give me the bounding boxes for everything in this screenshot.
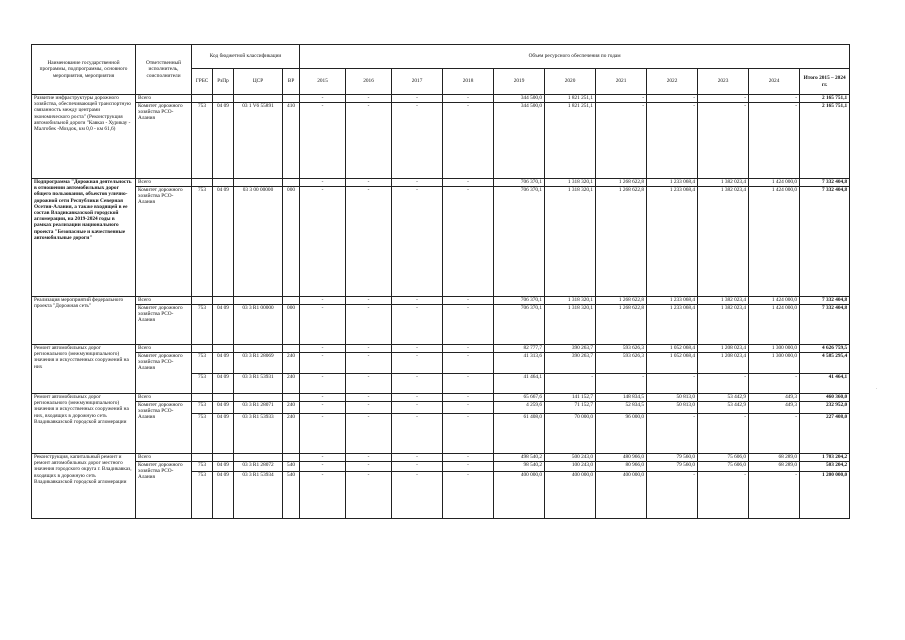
vr-cell	[283, 454, 300, 462]
year-value-cell: 480 966,0	[596, 454, 647, 462]
year-value-cell: -	[346, 103, 392, 179]
year-value-cell: 61 408,0	[494, 414, 545, 454]
year-value-cell: 1 208 023,4	[698, 353, 749, 374]
year-value-cell: -	[443, 394, 494, 402]
responsible-cell: Комитет дорожного хозяйства РСО-Алания	[136, 305, 192, 345]
year-value-cell: -	[300, 462, 346, 472]
year-value-cell: -	[300, 345, 346, 353]
total-value-cell: 460 360,0	[800, 394, 850, 402]
year-value-cell: -	[300, 103, 346, 179]
year-value-cell: -	[443, 374, 494, 394]
csr-cell: 03 3 R1 53934	[234, 472, 283, 519]
year-value-cell: 79 560,0	[647, 454, 698, 462]
year-value-cell: -	[698, 472, 749, 519]
grbs-cell: 753	[192, 414, 213, 454]
year-value-cell: 500 243,0	[545, 454, 596, 462]
year-value-cell: -	[346, 374, 392, 394]
csr-cell: 03 3 00 00000	[234, 187, 283, 297]
row-name-cell: Реконструкция, капитальный ремонт и ремонт автомобильных дорог местного значения городского округа г. Владикавказ, входящих в дорожную сеть Владикавказской городской агломерации	[32, 454, 136, 519]
year-value-cell: 1 268 622,8	[596, 187, 647, 297]
year-value-cell: 148 834,5	[596, 394, 647, 402]
total-value-cell: 7 332 404,8	[800, 179, 850, 187]
year-value-cell: -	[346, 179, 392, 187]
csr-cell	[234, 454, 283, 462]
year-value-cell: 50 813,0	[647, 394, 698, 402]
year-value-cell: 68 289,0	[749, 462, 800, 472]
csr-cell	[234, 95, 283, 103]
year-value-cell: 1 300 000,0	[749, 353, 800, 374]
year-value-cell: 706 370,1	[494, 297, 545, 305]
header-year: 2023	[698, 69, 749, 95]
grbs-cell: 753	[192, 374, 213, 394]
header-vr: ВР	[283, 69, 300, 95]
row-label-cell: Всего	[136, 179, 192, 187]
year-value-cell: -	[698, 414, 749, 454]
year-value-cell: 1 052 068,4	[647, 345, 698, 353]
table-row	[32, 297, 850, 305]
budget-table	[31, 44, 850, 519]
year-value-cell: -	[346, 472, 392, 519]
year-value-cell: -	[647, 374, 698, 394]
header-year: 2016	[346, 69, 392, 95]
responsible-cell: Комитет дорожного хозяйства РСО-Алания	[136, 353, 192, 394]
year-value-cell: 1 318 320,1	[545, 187, 596, 297]
year-value-cell: 1 424 000,0	[749, 297, 800, 305]
header-year: 2020	[545, 69, 596, 95]
vr-cell: 240	[283, 414, 300, 454]
rzpr-cell: 04 09	[213, 402, 234, 414]
year-value-cell: 80 966,0	[596, 462, 647, 472]
year-value-cell: -	[346, 297, 392, 305]
year-value-cell: -	[300, 353, 346, 374]
csr-cell: 03 3 R1 53931	[234, 374, 283, 394]
responsible-cell: Комитет дорожного хозяйства РСО-Алания	[136, 462, 192, 519]
vr-cell: 240	[283, 353, 300, 374]
year-value-cell: 79 560,0	[647, 462, 698, 472]
vr-cell: 540	[283, 472, 300, 519]
header-budget-code: Код бюджетной классификации	[192, 45, 300, 69]
table-row	[32, 95, 850, 103]
year-value-cell: 1 821 251,1	[545, 95, 596, 103]
grbs-cell: 753	[192, 353, 213, 374]
total-value-cell: 1 703 204,2	[800, 454, 850, 462]
header-csr: ЦСР	[234, 69, 283, 95]
year-value-cell: 53 442,9	[698, 394, 749, 402]
year-value-cell: 70 000,0	[545, 414, 596, 454]
grbs-cell: 753	[192, 472, 213, 519]
csr-cell: 03 3 R1 53933	[234, 414, 283, 454]
vr-cell	[283, 394, 300, 402]
row-name-cell: Ремонт автомобильных дорог регионального (межмуниципального) значения и искусственных сооружений на них, входящих в дорожную сеть Владикавказской городской агломерации	[32, 394, 136, 454]
table-row	[32, 394, 850, 402]
header-grbs: ГРБС	[192, 69, 213, 95]
year-value-cell: 50 813,0	[647, 402, 698, 414]
year-value-cell: -	[443, 414, 494, 454]
year-value-cell: 390 263,7	[545, 345, 596, 353]
year-value-cell: 75 606,0	[698, 454, 749, 462]
vr-cell	[283, 179, 300, 187]
year-value-cell: -	[749, 472, 800, 519]
year-value-cell: -	[647, 472, 698, 519]
year-value-cell: -	[346, 187, 392, 297]
year-value-cell: 1 268 622,8	[596, 297, 647, 305]
year-value-cell: -	[392, 345, 443, 353]
vr-cell	[283, 297, 300, 305]
year-value-cell: 400 000,0	[545, 472, 596, 519]
year-value-cell: -	[749, 414, 800, 454]
year-value-cell: -	[346, 394, 392, 402]
table-row	[32, 402, 850, 414]
grbs-cell	[192, 297, 213, 305]
csr-cell	[234, 179, 283, 187]
year-value-cell: 52 834,5	[596, 402, 647, 414]
grbs-cell: 753	[192, 305, 213, 345]
year-value-cell: 390 263,7	[545, 353, 596, 374]
row-label-cell: Всего	[136, 95, 192, 103]
table-row	[32, 187, 850, 297]
rzpr-cell: 04 09	[213, 374, 234, 394]
rzpr-cell	[213, 345, 234, 353]
year-value-cell: -	[596, 374, 647, 394]
year-value-cell: -	[392, 414, 443, 454]
header-volume: Объем ресурсного обеспечения по годам	[300, 45, 850, 69]
year-value-cell: 1 424 000,0	[749, 187, 800, 297]
year-value-cell: -	[300, 305, 346, 345]
year-value-cell: 1 268 622,8	[596, 179, 647, 187]
responsible-cell: Комитет дорожного хозяйства РСО-Алания	[136, 402, 192, 454]
year-value-cell: -	[392, 462, 443, 472]
year-value-cell: -	[300, 374, 346, 394]
year-value-cell: -	[443, 345, 494, 353]
vr-cell: 000	[283, 187, 300, 297]
year-value-cell: 1 233 068,4	[647, 305, 698, 345]
responsible-cell: Комитет дорожного хозяйства РСО-Алания	[136, 103, 192, 179]
header-name-col: Наименование государственной программы, подпрограммы, основного мероприятия, мероприятия	[32, 45, 136, 95]
grbs-cell	[192, 394, 213, 402]
year-value-cell: 68 289,0	[749, 454, 800, 462]
vr-cell: 000	[283, 305, 300, 345]
year-value-cell: -	[392, 187, 443, 297]
grbs-cell	[192, 95, 213, 103]
total-value-cell: 232 952,0	[800, 402, 850, 414]
year-value-cell: 1 318 320,1	[545, 305, 596, 345]
total-value-cell: 41 464,1	[800, 374, 850, 394]
header-rzpr: РзПр	[213, 69, 234, 95]
year-value-cell: 1 233 068,4	[647, 187, 698, 297]
row-label-cell: Всего	[136, 345, 192, 353]
csr-cell	[234, 394, 283, 402]
year-value-cell: 593 626,3	[596, 353, 647, 374]
year-value-cell: -	[443, 297, 494, 305]
year-value-cell: 41 464,1	[494, 374, 545, 394]
grbs-cell	[192, 454, 213, 462]
year-value-cell: -	[392, 103, 443, 179]
year-value-cell: 706 370,1	[494, 179, 545, 187]
year-value-cell: -	[346, 305, 392, 345]
rzpr-cell	[213, 95, 234, 103]
header-year: 2021	[596, 69, 647, 95]
total-value-cell: 503 204,2	[800, 462, 850, 472]
header-year: 2017	[392, 69, 443, 95]
grbs-cell: 753	[192, 187, 213, 297]
csr-cell: 03 1 V6 55891	[234, 103, 283, 179]
year-value-cell: -	[346, 402, 392, 414]
year-value-cell: 75 606,0	[698, 462, 749, 472]
rzpr-cell: 04 09	[213, 462, 234, 472]
year-value-cell: 344 500,0	[494, 95, 545, 103]
year-value-cell: 71 152,7	[545, 402, 596, 414]
year-value-cell: 593 626,3	[596, 345, 647, 353]
year-value-cell: 41 313,6	[494, 353, 545, 374]
year-value-cell: 82 777,7	[494, 345, 545, 353]
year-value-cell: -	[545, 374, 596, 394]
csr-cell	[234, 345, 283, 353]
year-value-cell: -	[392, 394, 443, 402]
year-value-cell: 706 370,1	[494, 187, 545, 297]
year-value-cell: -	[443, 454, 494, 462]
year-value-cell: 1 052 068,4	[647, 353, 698, 374]
year-value-cell: -	[392, 472, 443, 519]
total-value-cell: 227 408,0	[800, 414, 850, 454]
year-value-cell: -	[443, 353, 494, 374]
year-value-cell: -	[698, 374, 749, 394]
year-value-cell: -	[346, 345, 392, 353]
csr-cell: 03 3 R1 28069	[234, 353, 283, 374]
rzpr-cell	[213, 179, 234, 187]
csr-cell: 03 3 R1 28071	[234, 402, 283, 414]
table-row	[32, 454, 850, 462]
year-value-cell: -	[647, 103, 698, 179]
total-value-cell: 4 585 295,4	[800, 353, 850, 374]
year-value-cell: 96 000,0	[596, 414, 647, 454]
year-value-cell: -	[392, 402, 443, 414]
year-value-cell: -	[392, 353, 443, 374]
year-value-cell: -	[346, 414, 392, 454]
year-value-cell: -	[443, 103, 494, 179]
year-value-cell: 98 540,2	[494, 462, 545, 472]
year-value-cell: -	[698, 95, 749, 103]
year-value-cell: -	[392, 454, 443, 462]
row-label-cell: Всего	[136, 297, 192, 305]
year-value-cell: -	[300, 402, 346, 414]
year-value-cell: 449,3	[749, 402, 800, 414]
year-value-cell: 344 500,0	[494, 103, 545, 179]
total-value-cell: 4 626 759,5	[800, 345, 850, 353]
csr-cell: 03 3 R1 00000	[234, 305, 283, 345]
year-value-cell: 449,3	[749, 394, 800, 402]
row-label-cell: Всего	[136, 394, 192, 402]
year-value-cell: -	[346, 454, 392, 462]
vr-cell: 240	[283, 402, 300, 414]
rzpr-cell: 04 09	[213, 472, 234, 519]
year-value-cell: -	[392, 305, 443, 345]
year-value-cell: 1 382 023,4	[698, 305, 749, 345]
year-value-cell: -	[346, 353, 392, 374]
header-year: 2019	[494, 69, 545, 95]
year-value-cell: -	[647, 95, 698, 103]
year-value-cell: -	[749, 103, 800, 179]
year-value-cell: 1 300 000,0	[749, 345, 800, 353]
grbs-cell	[192, 345, 213, 353]
year-value-cell: -	[443, 462, 494, 472]
table-row	[32, 462, 850, 472]
year-value-cell: -	[300, 179, 346, 187]
csr-cell: 03 3 R1 28072	[234, 462, 283, 472]
table-row	[32, 345, 850, 353]
total-value-cell: 2 165 751,1	[800, 103, 850, 179]
year-value-cell: 400 000,0	[596, 472, 647, 519]
year-value-cell: 1 382 023,4	[698, 179, 749, 187]
year-value-cell: -	[346, 95, 392, 103]
header-year: 2015	[300, 69, 346, 95]
row-name-cell: Подпрограмма "Дорожная деятельность в отношении автомобильных дорог общего пользования, объектов улично-дорожной сети Республики Северная Осетия-Алания, а также входящей в ее состав Владикавказской городской агломерации, на 2019-2024 годы в рамках реализации национального проекта "Безопасные и качественные автомобильные дороги"	[32, 179, 136, 297]
rzpr-cell: 04 09	[213, 414, 234, 454]
csr-cell	[234, 297, 283, 305]
row-label-cell: Всего	[136, 454, 192, 462]
year-value-cell: 706 370,1	[494, 305, 545, 345]
year-value-cell: 1 233 068,4	[647, 297, 698, 305]
year-value-cell: 400 000,0	[494, 472, 545, 519]
edge-mark: .	[876, 386, 878, 391]
header-year: 2018	[443, 69, 494, 95]
table-row	[32, 305, 850, 345]
rzpr-cell	[213, 454, 234, 462]
grbs-cell: 753	[192, 103, 213, 179]
row-name-cell: Развитие инфраструктуры дорожного хозяйства, обеспечивающей транспортную связанность между центрами экономического роста" (Реконструкция автомобильной дороги "Кавказ - Хурикау - Малгобек -Моздок, км 0,0 - км 61,6)	[32, 95, 136, 179]
year-value-cell: 1 424 000,0	[749, 179, 800, 187]
budget-table-sheet	[31, 44, 848, 519]
year-value-cell: 1 821 251,1	[545, 103, 596, 179]
year-value-cell: -	[392, 179, 443, 187]
year-value-cell: 1 382 023,4	[698, 297, 749, 305]
total-value-cell: 2 165 751,1	[800, 95, 850, 103]
table-row	[32, 103, 850, 179]
year-value-cell: -	[443, 402, 494, 414]
year-value-cell: -	[443, 95, 494, 103]
rzpr-cell	[213, 394, 234, 402]
total-value-cell: 7 332 404,8	[800, 305, 850, 345]
year-value-cell: 4 259,6	[494, 402, 545, 414]
year-value-cell: -	[596, 103, 647, 179]
rzpr-cell: 04 09	[213, 103, 234, 179]
year-value-cell: -	[300, 297, 346, 305]
year-value-cell: 65 667,6	[494, 394, 545, 402]
year-value-cell: 1 318 320,1	[545, 297, 596, 305]
header-year: 2024	[749, 69, 800, 95]
year-value-cell: -	[300, 394, 346, 402]
table-row	[32, 353, 850, 374]
year-value-cell: -	[392, 297, 443, 305]
year-value-cell: -	[300, 414, 346, 454]
year-value-cell: 1 424 000,0	[749, 305, 800, 345]
total-value-cell: 7 332 404,8	[800, 297, 850, 305]
year-value-cell: 53 442,9	[698, 402, 749, 414]
year-value-cell: -	[698, 103, 749, 179]
year-value-cell: -	[443, 187, 494, 297]
year-value-cell: -	[392, 95, 443, 103]
year-value-cell: -	[596, 95, 647, 103]
header-year: 2022	[647, 69, 698, 95]
grbs-cell: 753	[192, 402, 213, 414]
vr-cell	[283, 345, 300, 353]
table-row	[32, 179, 850, 187]
year-value-cell: -	[749, 95, 800, 103]
rzpr-cell: 04 09	[213, 353, 234, 374]
year-value-cell: 141 152,7	[545, 394, 596, 402]
table-body	[32, 95, 850, 519]
rzpr-cell: 04 09	[213, 187, 234, 297]
responsible-cell: Комитет дорожного хозяйства РСО-Алания	[136, 187, 192, 297]
year-value-cell: -	[300, 187, 346, 297]
grbs-cell	[192, 179, 213, 187]
vr-cell: 540	[283, 462, 300, 472]
header-resp-col: Ответственный исполнитель, соисполнители	[136, 45, 192, 95]
year-value-cell: 498 540,2	[494, 454, 545, 462]
year-value-cell: -	[443, 179, 494, 187]
vr-cell: 240	[283, 374, 300, 394]
rzpr-cell: 04 09	[213, 305, 234, 345]
year-value-cell: -	[300, 95, 346, 103]
year-value-cell: -	[443, 305, 494, 345]
year-value-cell: -	[300, 472, 346, 519]
year-value-cell: 100 243,0	[545, 462, 596, 472]
row-name-cell: Ремонт автомобильных дорог регионального (межмуниципального) значения и искусственных сооружений на них	[32, 345, 136, 394]
year-value-cell: 1 318 320,1	[545, 179, 596, 187]
year-value-cell: 1 382 023,4	[698, 187, 749, 297]
vr-cell: 410	[283, 103, 300, 179]
year-value-cell: -	[346, 462, 392, 472]
year-value-cell: -	[749, 374, 800, 394]
header-total: Итого 2015 – 2024 гг.	[800, 69, 850, 95]
vr-cell	[283, 95, 300, 103]
year-value-cell: 1 233 068,4	[647, 179, 698, 187]
total-value-cell: 1 200 000,0	[800, 472, 850, 519]
year-value-cell: -	[300, 454, 346, 462]
row-name-cell: Реализация мероприятий федерального проекта "Дорожная сеть"	[32, 297, 136, 345]
year-value-cell: 1 268 622,8	[596, 305, 647, 345]
total-value-cell: 7 332 404,8	[800, 187, 850, 297]
rzpr-cell	[213, 297, 234, 305]
year-value-cell: -	[647, 414, 698, 454]
grbs-cell: 753	[192, 462, 213, 472]
year-value-cell: -	[392, 374, 443, 394]
year-value-cell: 1 208 023,4	[698, 345, 749, 353]
year-value-cell: -	[443, 472, 494, 519]
